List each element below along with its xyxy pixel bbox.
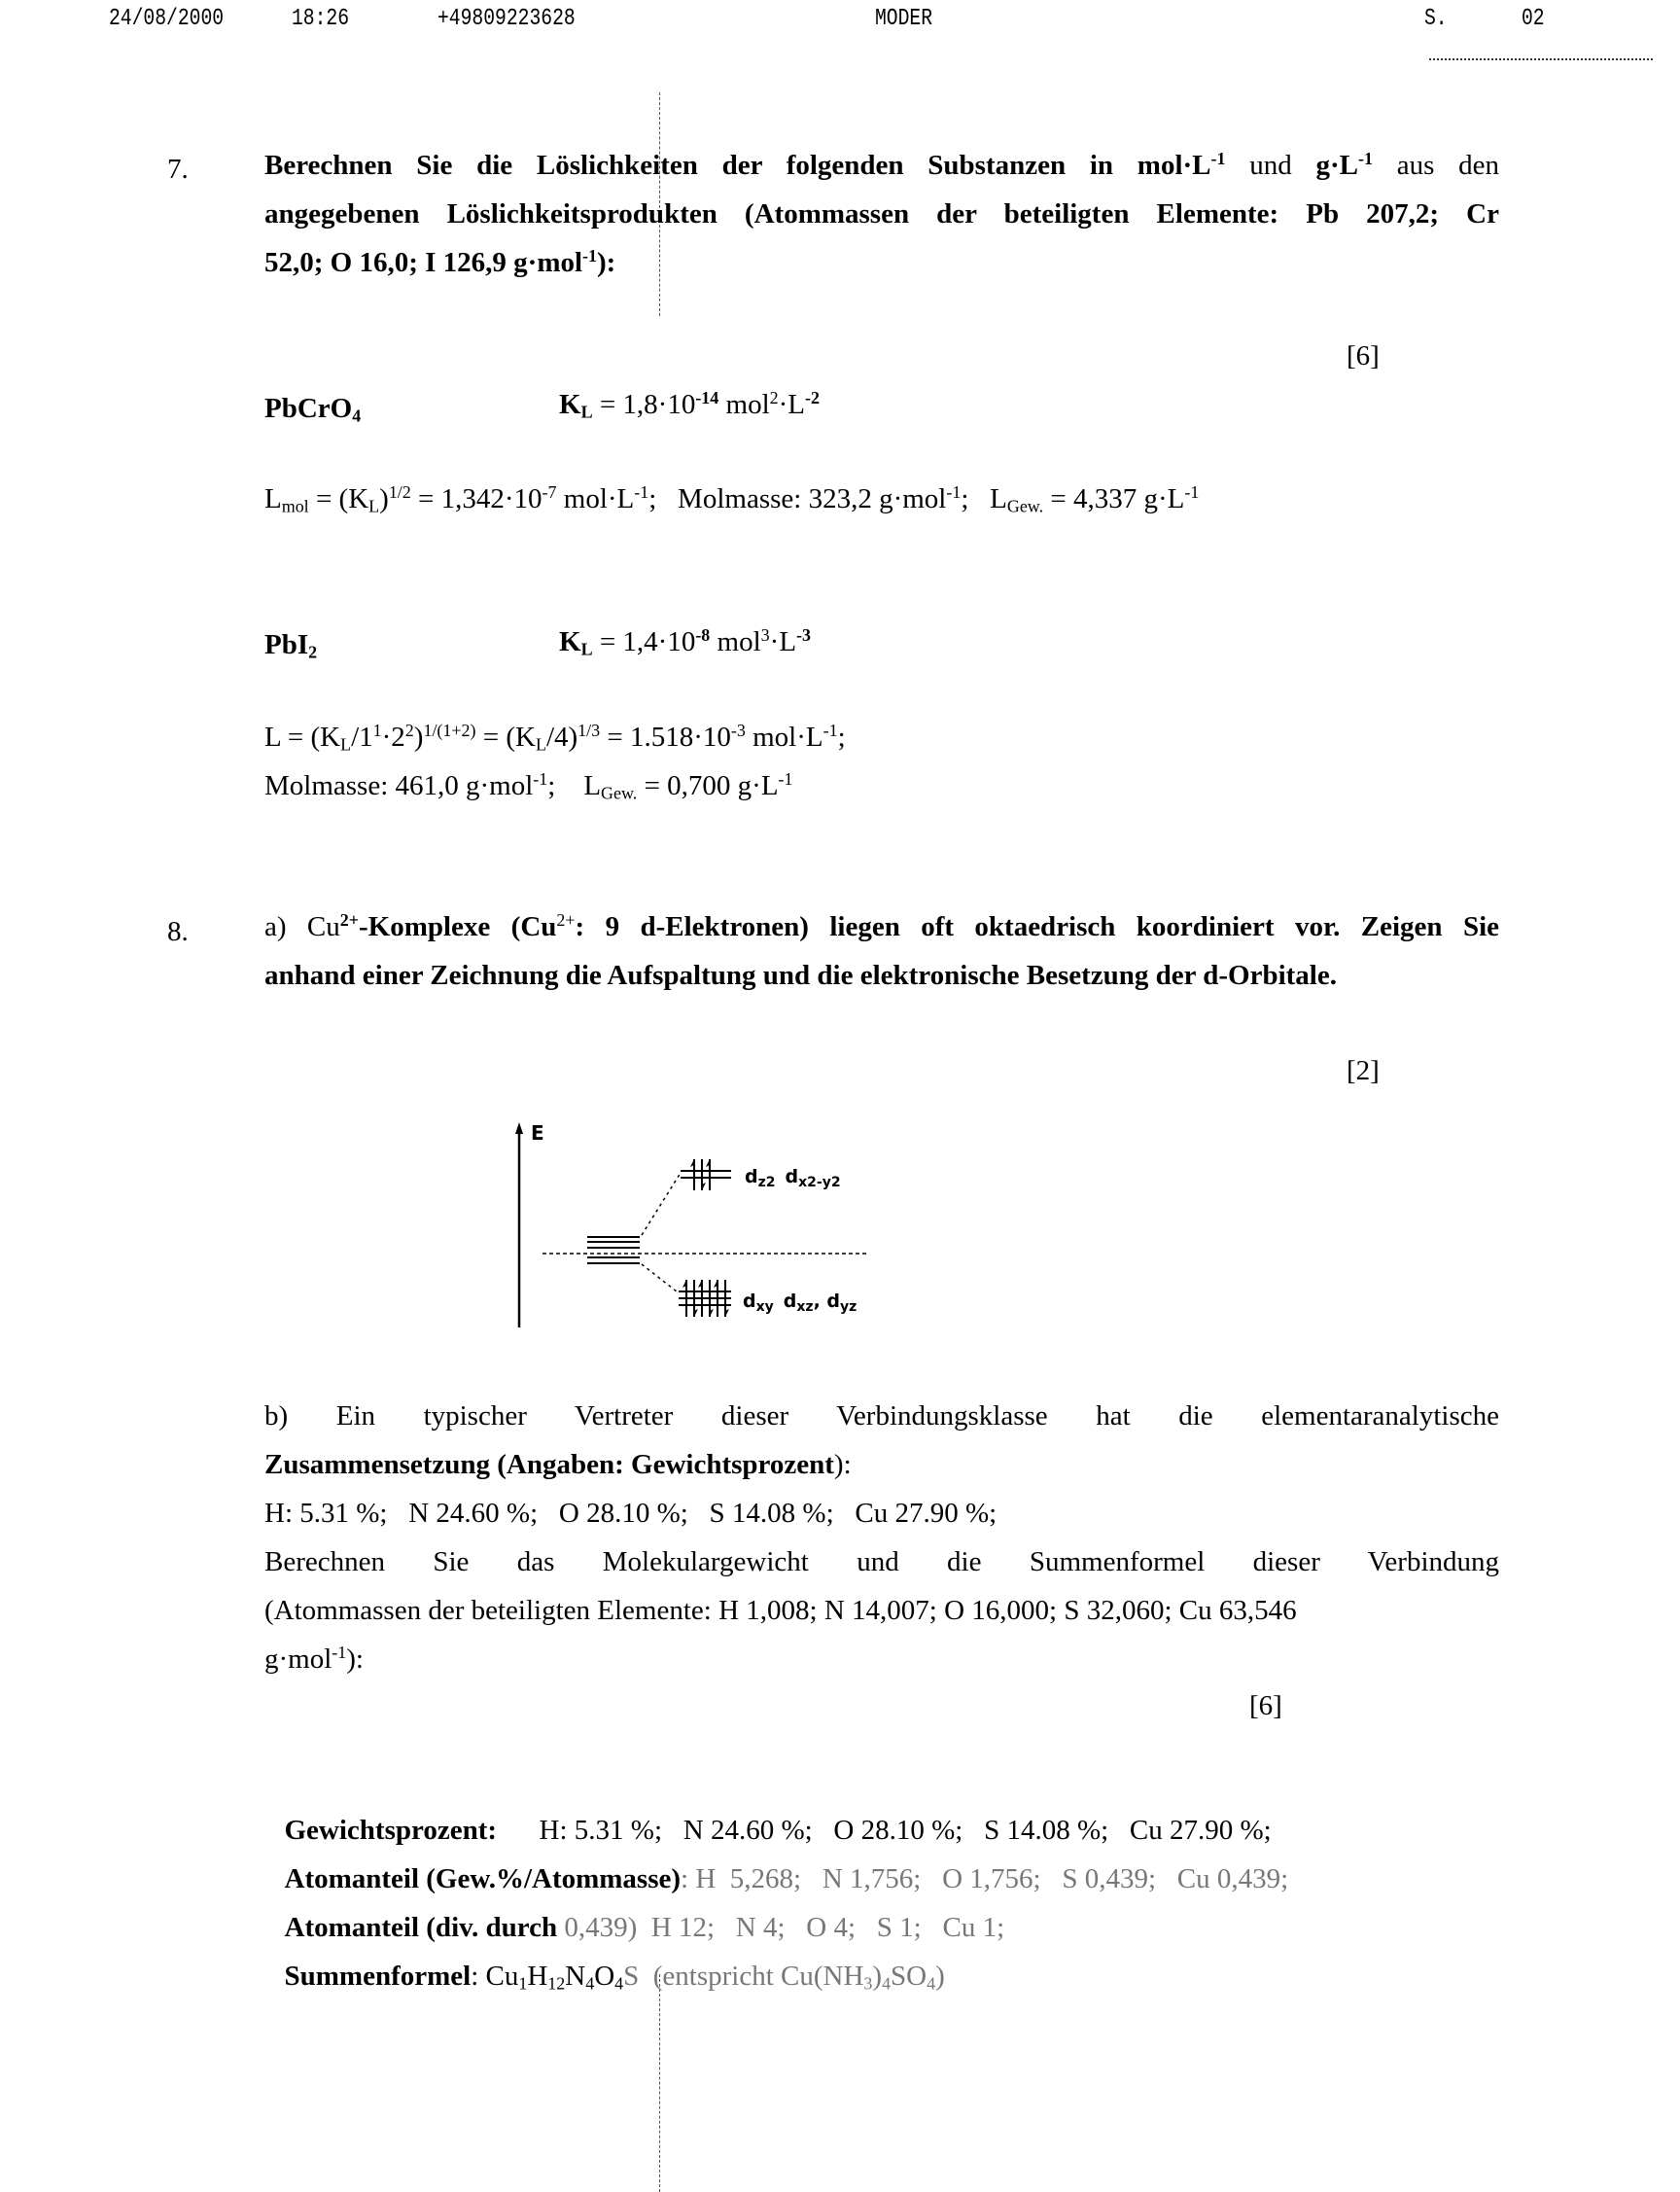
sup: -1 (332, 1643, 347, 1663)
text: 52,0; O 16,0; I 126,9 g·mol (264, 247, 583, 278)
text: ; L (547, 770, 602, 801)
sub: 3 (863, 1973, 873, 1994)
pbi2-solution-line1 (264, 720, 846, 755)
text: PbI (264, 629, 309, 660)
q8a-points: [2] (1347, 1055, 1380, 1086)
sub: 4 (352, 406, 362, 426)
sup: -1 (1184, 482, 1200, 503)
value: 0,439) H 12; N 4; O 4; S 1; Cu 1; (564, 1912, 1005, 1943)
sup: 1/(1+2) (423, 721, 476, 741)
sup: -1 (822, 721, 838, 741)
text: /4) (545, 722, 578, 753)
value: H: 5.31 %; N 24.60 %; O 28.10 %; S 14.08 %; Cu 27.90 %; (539, 1815, 1272, 1846)
energy-axis-label: E (531, 1121, 544, 1145)
fax-date: 24/08/2000 (109, 6, 225, 32)
fax-phone: +49809223628 (438, 6, 576, 32)
text: L = (K (264, 722, 341, 753)
sup: -1 (946, 482, 962, 503)
sub: L (580, 639, 593, 659)
text: mol·L (1137, 150, 1211, 181)
fax-time: 18:26 (292, 6, 350, 32)
question-number-8: 8. (167, 916, 189, 947)
sup: 1/2 (388, 482, 411, 503)
text: g·mol (264, 1644, 332, 1675)
question-number-7: 7. (167, 154, 189, 185)
sup: 2 (769, 388, 779, 408)
text: aus den (1372, 150, 1500, 181)
sup: 3 (760, 625, 770, 646)
fax-page-label: S. (1424, 6, 1448, 32)
t2g-connector (642, 1264, 677, 1291)
text: d (783, 1290, 797, 1312)
text: : Cu (471, 1961, 519, 1992)
sub: 4 (585, 1973, 595, 1994)
text: K (559, 626, 581, 657)
sub: 2 (308, 642, 318, 662)
text: L (264, 483, 282, 514)
q7-points: [6] (1347, 340, 1380, 371)
pbi2-formula (264, 627, 317, 662)
text: und (1225, 150, 1316, 181)
sub: L (535, 734, 546, 755)
q7-prompt-line2: angegebenen Löslichkeitsprodukten (Atommassen der beteiligten Elemente: Pb 207,2; Cr (264, 198, 1499, 230)
fax-sender: MODER (875, 6, 933, 32)
text: H (527, 1961, 548, 1992)
text: mol·L (556, 483, 635, 514)
q8b-prompt-line6 (264, 1642, 364, 1677)
pbcro4-formula (264, 391, 361, 426)
sub: 1 (518, 1973, 528, 1994)
text: mol·L (745, 722, 823, 753)
text: = 0,700 g·L (637, 770, 779, 801)
sub: Gew. (601, 783, 638, 803)
text: = 4,337 g·L (1043, 483, 1185, 514)
text: ) (935, 1961, 945, 1992)
pbi2-solution-line2 (264, 768, 793, 803)
text: d (826, 1290, 841, 1312)
pbi2-kl (559, 624, 811, 659)
q7-prompt-line1 (264, 148, 1499, 183)
sub: L (368, 496, 380, 516)
sub: yz (840, 1299, 858, 1315)
text: a) Cu (264, 911, 340, 942)
sup: -1 (533, 769, 548, 790)
text: = (K (308, 483, 369, 514)
text: g·L (1315, 150, 1359, 181)
text: mol (710, 626, 761, 657)
sub: 12 (547, 1973, 566, 1994)
sup: -1 (1358, 149, 1373, 169)
sup: -14 (695, 388, 719, 408)
text: /1 (351, 722, 373, 753)
pbcro4-kl (559, 387, 820, 422)
energy-axis-arrow-icon (515, 1122, 523, 1134)
eg-levels (681, 1171, 731, 1178)
sup: -1 (778, 769, 793, 790)
sup: -1 (582, 246, 598, 266)
text: ·2 (381, 722, 405, 753)
d-orbital-splitting-diagram (506, 1118, 914, 1352)
text: Berechnen Sie die Löslichkeiten der folgenden Substanzen in (264, 150, 1138, 181)
sub: 4 (927, 1973, 936, 1994)
unit-g (1316, 150, 1373, 181)
text: ·L (778, 389, 806, 420)
unit-mol (1138, 150, 1226, 181)
sup: 2 (404, 721, 414, 741)
sup: -3 (730, 721, 746, 741)
sub: 4 (882, 1973, 892, 1994)
q8a-prompt-line1 (264, 909, 1499, 944)
label: Atomanteil (Gew.%/Atommasse) (284, 1863, 682, 1894)
scan-artifact-line (659, 1974, 660, 2192)
fax-page-number: 02 (1522, 6, 1545, 32)
text: ): (833, 1449, 852, 1480)
sub: L (340, 734, 352, 755)
sub: mol (281, 496, 309, 516)
text: mol (718, 389, 770, 420)
q8b-prompt-line5: (Atommassen der beteiligten Elemente: H 1,008; N 14,007; O 16,000; S 32,060; Cu 63,546 (264, 1595, 1297, 1626)
text: SO (891, 1961, 928, 1992)
text: -Komplexe (Cu (359, 911, 557, 942)
sub: xy (755, 1299, 774, 1315)
pbcro4-solution (264, 481, 1199, 516)
sup: -1 (1210, 149, 1226, 169)
fax-noise-line (1429, 58, 1653, 63)
sub: x2-y2 (798, 1175, 841, 1190)
text: d (743, 1290, 756, 1312)
text: S (entspricht Cu(NH (623, 1961, 864, 1992)
sup: -7 (542, 482, 557, 503)
text: d (785, 1166, 799, 1187)
text: = (K (475, 722, 536, 753)
text: , (813, 1290, 827, 1312)
q8b-prompt-line1: b) Ein typischer Vertreter dieser Verbindungsklasse hat die elementaranalytische (264, 1400, 1499, 1432)
sub: 4 (614, 1973, 624, 1994)
eg-electrons (690, 1159, 710, 1190)
sup: 1 (372, 721, 382, 741)
text: Molmasse: 461,0 g·mol (264, 770, 534, 801)
text: ; (837, 722, 846, 753)
text: N (565, 1961, 586, 1992)
label: Summenformel (284, 1961, 472, 1992)
text: : 9 d-Elektronen) liegen oft oktaedrisch koordiniert vor. Zeigen Sie (575, 911, 1500, 942)
sup: -1 (634, 482, 649, 503)
sub: L (580, 402, 593, 422)
sup: 1/3 (578, 721, 601, 741)
sup: -2 (805, 388, 820, 408)
text: = 1,8·10 (592, 389, 696, 420)
text: Gewichtsprozent (631, 1449, 834, 1480)
q8b-points: [6] (1249, 1690, 1282, 1721)
eg-orbital-labels (745, 1166, 841, 1190)
fax-header (0, 6, 1680, 35)
text: = 1,4·10 (592, 626, 696, 657)
text: ): (346, 1644, 364, 1675)
t2g-orbital-labels (743, 1290, 857, 1315)
text: ·L (769, 626, 797, 657)
sup: 2+ (556, 910, 576, 931)
text: ) (413, 722, 424, 753)
text: O (594, 1961, 615, 1992)
text: ) (872, 1961, 883, 1992)
text: = 1,342·10 (410, 483, 542, 514)
sub: Gew. (1006, 496, 1044, 516)
text: PbCrO (264, 393, 353, 424)
q8a-prompt-line2: anhand einer Zeichnung die Aufspaltung und die elektronische Besetzung der d-Orbitale. (264, 960, 1337, 991)
eg-connector (642, 1173, 681, 1235)
text: ; L (961, 483, 1007, 514)
value: : H 5,268; N 1,756; O 1,756; S 0,439; Cu 0,439; (681, 1863, 1289, 1894)
sup: 2+ (339, 910, 359, 931)
label: Atomanteil (div. durch (284, 1912, 565, 1943)
q8b-prompt-line4: Berechnen Sie das Molekulargewicht und die Summenformel dieser Verbindung (264, 1546, 1499, 1577)
sub: xz (796, 1299, 814, 1315)
text: = 1.518·10 (600, 722, 731, 753)
text: Zusammensetzung (Angaben: (264, 1449, 632, 1480)
text: ; Molmasse: 323,2 g·mol (648, 483, 947, 514)
q8b-prompt-line2 (264, 1447, 852, 1482)
sup: -3 (796, 625, 811, 646)
q8b-composition: H: 5.31 %; N 24.60 %; O 28.10 %; S 14.08 %; Cu 27.90 %; (264, 1498, 998, 1529)
q7-prompt-line3 (264, 245, 615, 280)
text: K (559, 389, 581, 420)
text: ): (597, 247, 616, 278)
text: d (745, 1166, 758, 1187)
solution-row-formula (270, 1924, 945, 1994)
label: Gewichtsprozent: (284, 1815, 498, 1846)
sup: -8 (695, 625, 711, 646)
text: ) (379, 483, 389, 514)
sub: z2 (757, 1175, 776, 1190)
degenerate-d-levels (587, 1237, 640, 1263)
